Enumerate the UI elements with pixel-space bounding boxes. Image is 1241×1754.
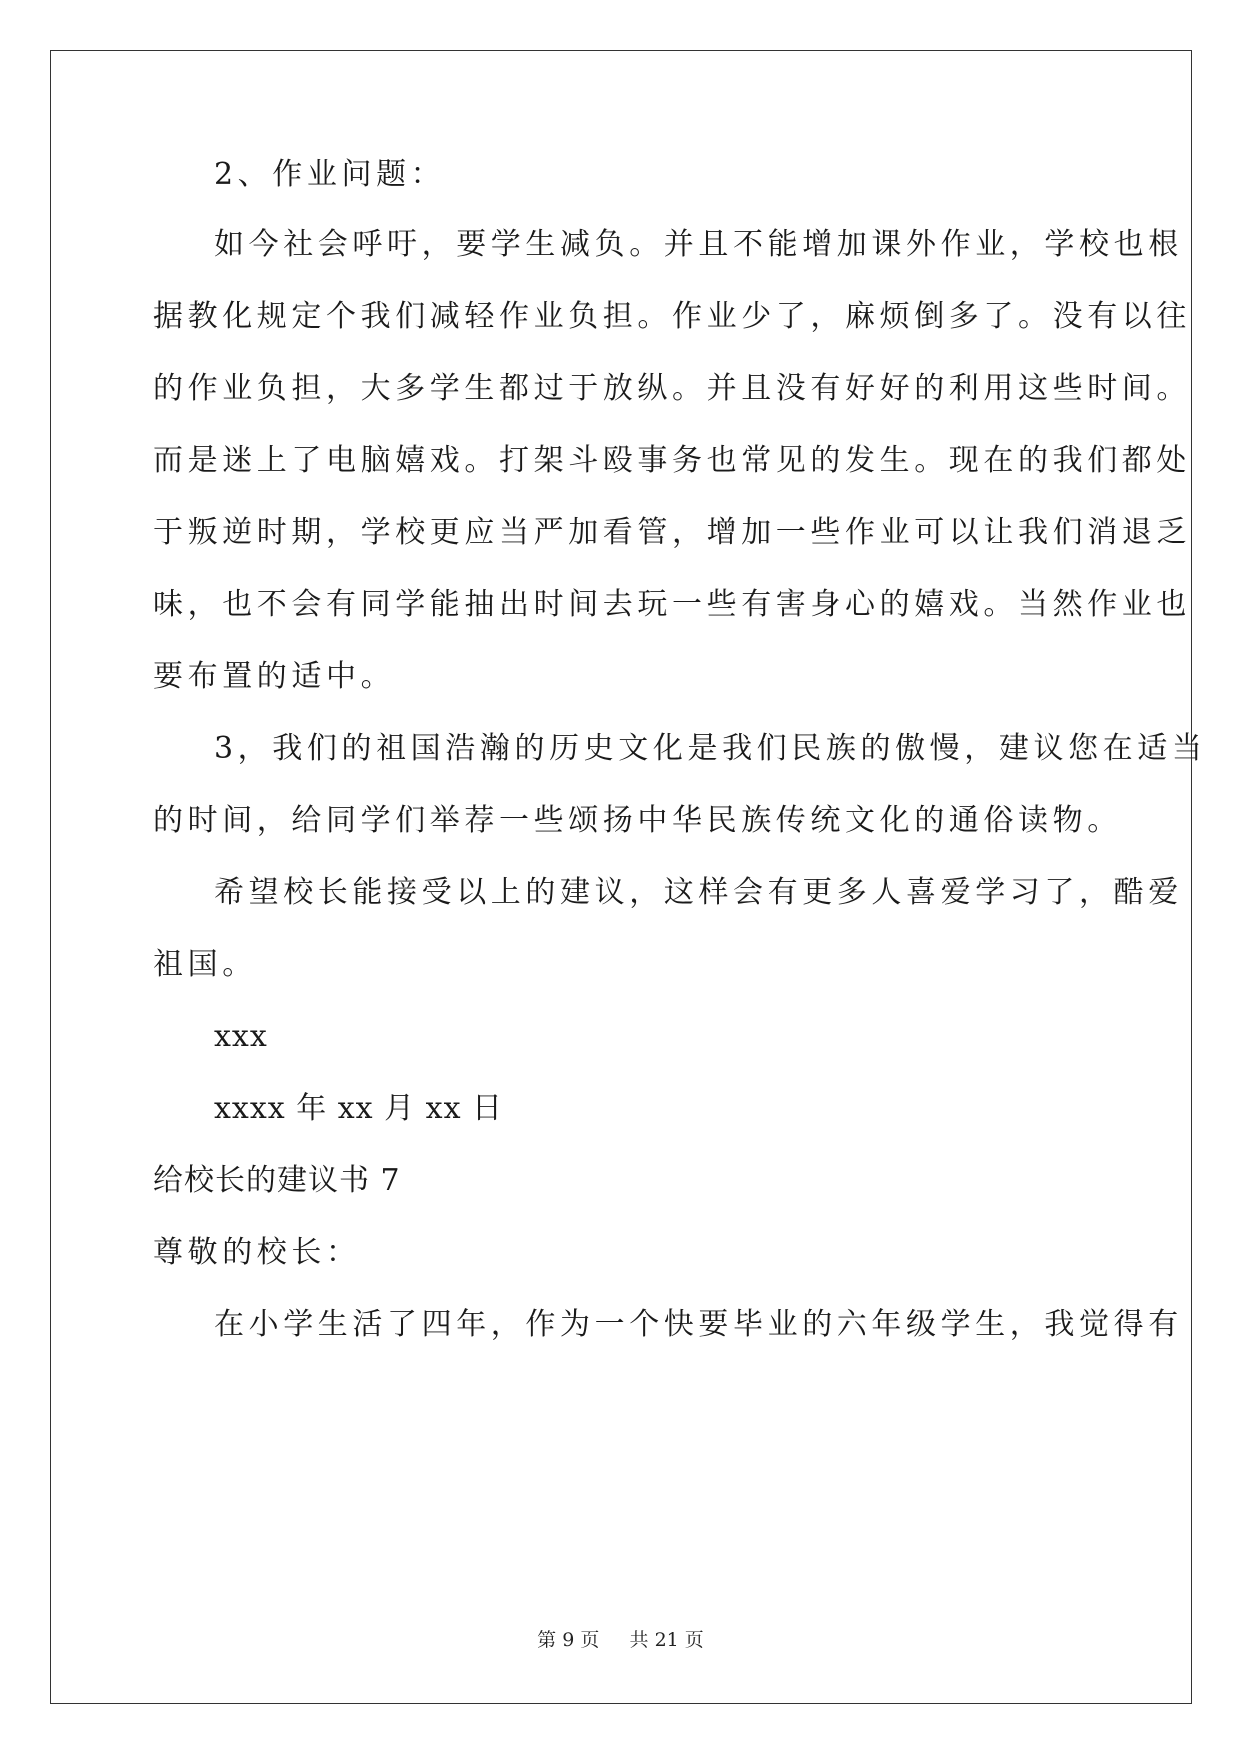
- paragraph-line: 味，也不会有同学能抽出时间去玩一些有害身心的嬉戏。当然作业也: [153, 587, 1191, 622]
- paragraph-line: 的作业负担，大多学生都过于放纵。并且没有好好的利用这些时间。: [153, 371, 1191, 406]
- letter-title: 给校长的建议书 7: [153, 1163, 401, 1198]
- paragraph-line: 祖国。: [153, 947, 257, 982]
- paragraph-line: 在小学生活了四年，作为一个快要毕业的六年级学生，我觉得有: [214, 1307, 1183, 1342]
- signature-name: xxx: [214, 1019, 268, 1054]
- paragraph-line: 于叛逆时期，学校更应当严加看管，增加一些作业可以让我们消退乏: [153, 515, 1191, 550]
- page-footer: [0, 1628, 1241, 1652]
- page-total: 共 21 页: [629, 1629, 704, 1651]
- paragraph-line: 而是迷上了电脑嬉戏。打架斗殴事务也常见的发生。现在的我们都处: [153, 443, 1191, 478]
- paragraph-line: 希望校长能接受以上的建议，这样会有更多人喜爱学习了，酷爱: [214, 875, 1183, 910]
- paragraph-line: 的时间，给同学们举荐一些颂扬中华民族传统文化的通俗读物。: [153, 803, 1122, 838]
- paragraph-line: 3，我们的祖国浩瀚的历史文化是我们民族的傲慢，建议您在适当: [214, 731, 1207, 766]
- page-number: 第 9 页: [537, 1629, 600, 1651]
- signature-date: xxxx 年 xx 月 xx 日: [214, 1091, 504, 1126]
- paragraph-line: 如今社会呼吁，要学生减负。并且不能增加课外作业，学校也根: [214, 227, 1183, 262]
- paragraph-line: 据教化规定个我们减轻作业负担。作业少了，麻烦倒多了。没有以往: [153, 299, 1191, 334]
- section-heading: 2、作业问题：: [214, 157, 446, 192]
- paragraph-line: 要布置的适中。: [153, 659, 396, 694]
- salutation: 尊敬的校长：: [153, 1235, 361, 1270]
